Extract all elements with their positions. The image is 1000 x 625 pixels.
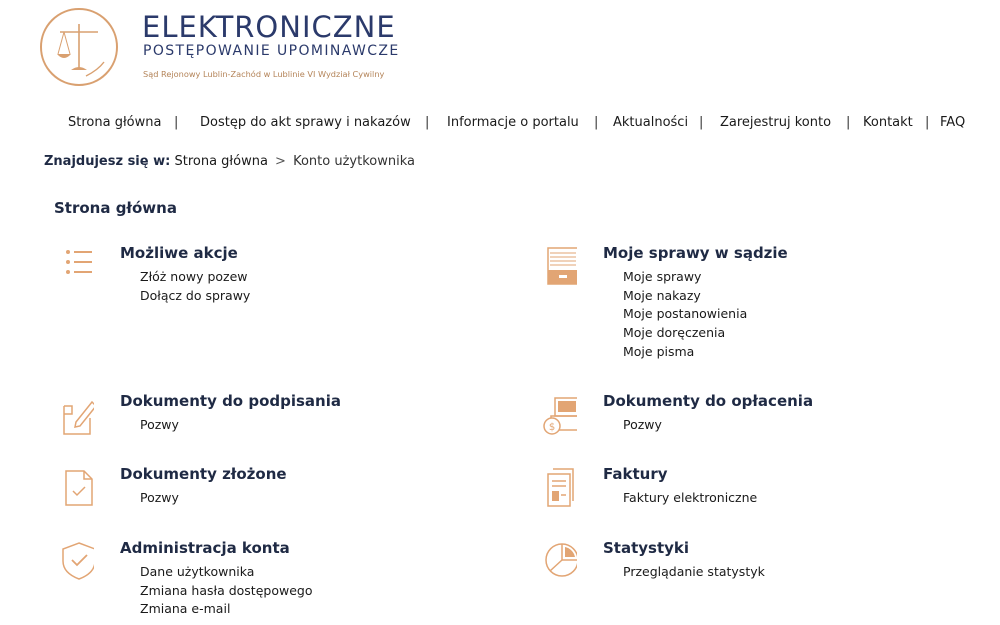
- link-my-letters[interactable]: Moje pisma: [623, 343, 695, 359]
- link-submitted-lawsuits[interactable]: Pozwy: [140, 490, 179, 505]
- nav-home[interactable]: Strona główna: [68, 115, 162, 130]
- link-join-case[interactable]: Dołącz do sprawy: [140, 287, 251, 303]
- nav-separator: |: [925, 115, 930, 130]
- section-links: [140, 268, 250, 305]
- section-links: [623, 563, 765, 582]
- section-links: [623, 416, 662, 435]
- breadcrumb-home-link[interactable]: Strona główna: [174, 154, 268, 169]
- logo-subtitle: POSTĘPOWANIE UPOMINAWCZE: [143, 43, 400, 59]
- section-links: [623, 489, 757, 508]
- nav-separator: |: [425, 115, 430, 130]
- section-title: Dokumenty złożone: [120, 465, 287, 483]
- court-emblem-icon: [38, 6, 120, 88]
- nav-contact[interactable]: Kontakt: [863, 115, 913, 130]
- link-user-data[interactable]: Dane użytkownika: [140, 564, 255, 579]
- link-my-deliveries[interactable]: Moje doręczenia: [623, 325, 726, 341]
- link-change-password[interactable]: Zmiana hasła dostępowego: [140, 582, 313, 598]
- section-links: [140, 563, 312, 619]
- document-check-icon: [54, 465, 94, 509]
- logo-title: ELEKTRONICZNE: [142, 10, 396, 44]
- list-icon: [54, 244, 94, 288]
- link-lawsuits-to-sign[interactable]: Pozwy: [140, 417, 179, 432]
- link-browse-statistics[interactable]: Przeglądanie statystyk: [623, 564, 765, 579]
- section-title: Administracja konta: [120, 539, 290, 557]
- link-electronic-invoices[interactable]: Faktury elektroniczne: [623, 490, 758, 505]
- court-name: Sąd Rejonowy Lublin-Zachód w Lublinie VI Wydział Cywilny: [143, 69, 385, 79]
- section-title: Możliwe akcje: [120, 244, 238, 262]
- link-my-decisions[interactable]: Moje postanowienia: [623, 306, 748, 322]
- filing-cabinet-icon: [537, 244, 577, 288]
- breadcrumb-current: Konto użytkownika: [293, 154, 415, 169]
- main-nav: [0, 114, 1000, 134]
- nav-portal-info[interactable]: Informacje o portalu: [447, 115, 579, 130]
- nav-separator: |: [699, 115, 704, 130]
- nav-separator: |: [594, 115, 599, 130]
- nav-separator: |: [846, 115, 851, 130]
- shield-check-icon: [54, 539, 94, 583]
- link-my-orders[interactable]: Moje nakazy: [623, 287, 701, 303]
- payment-terminal-icon: [537, 392, 577, 436]
- breadcrumb-arrow: >: [275, 154, 286, 169]
- section-links: [140, 416, 179, 435]
- section-title: Dokumenty do opłacenia: [603, 392, 814, 410]
- link-lawsuits-to-pay[interactable]: Pozwy: [623, 417, 662, 432]
- nav-case-files[interactable]: Dostęp do akt sprawy i nakazów: [200, 115, 411, 130]
- link-change-email[interactable]: Zmiana e-mail: [140, 601, 231, 617]
- nav-news[interactable]: Aktualności: [613, 115, 689, 130]
- breadcrumb: [44, 154, 415, 169]
- section-title: Faktury: [603, 465, 668, 483]
- invoice-icon: [537, 465, 577, 509]
- pie-chart-icon: [537, 539, 577, 583]
- nav-register[interactable]: Zarejestruj konto: [720, 115, 832, 130]
- section-title: Dokumenty do podpisania: [120, 392, 341, 410]
- section-title: Statystyki: [603, 539, 690, 557]
- section-title: Moje sprawy w sądzie: [603, 244, 788, 262]
- link-new-lawsuit[interactable]: Złóż nowy pozew: [140, 269, 248, 284]
- breadcrumb-label: Znajdujesz się w:: [44, 154, 171, 169]
- svg-text:$: $: [548, 422, 556, 433]
- document-sign-icon: [54, 392, 94, 436]
- nav-faq[interactable]: FAQ: [940, 115, 966, 130]
- section-links: [623, 268, 747, 362]
- page-title: Strona główna: [54, 199, 177, 217]
- section-links: [140, 489, 179, 508]
- link-my-cases[interactable]: Moje sprawy: [623, 269, 702, 284]
- nav-separator: |: [174, 115, 179, 130]
